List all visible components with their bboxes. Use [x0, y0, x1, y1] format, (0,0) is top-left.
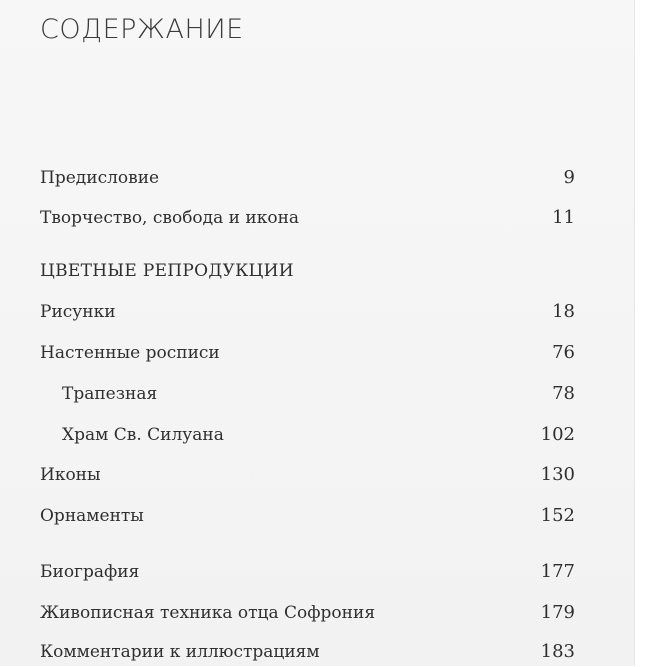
toc-entry	[40, 561, 575, 587]
toc-subentry	[62, 424, 575, 450]
toc-entry-label: Иконы	[40, 465, 101, 485]
toc-entry-page: 78	[552, 383, 575, 404]
section-heading: ЦВЕТНЫЕ РЕПРОДУКЦИИ	[40, 261, 294, 281]
toc-entry-label: Живописная техника отца Софрония	[40, 603, 376, 623]
toc-entry-label: Творчество, свобода и икона	[40, 208, 300, 228]
toc-entry	[40, 301, 575, 327]
toc-entry-page: 130	[540, 464, 575, 485]
toc-entry-page: 9	[563, 167, 575, 188]
toc-entry-page: 76	[552, 342, 575, 363]
toc-entry-page: 11	[552, 207, 575, 228]
toc-entry	[40, 464, 575, 490]
toc-entry-label: Комментарии к иллюстрациям	[40, 642, 320, 662]
page-title: СОДЕРЖАНИЕ	[40, 14, 244, 45]
toc-entry-page: 183	[540, 641, 575, 662]
toc-entry-page: 18	[552, 301, 575, 322]
toc-entry	[40, 167, 575, 193]
toc-entry-page: 152	[540, 505, 575, 526]
toc-entry	[40, 342, 575, 368]
toc-entry-label: Предисловие	[40, 168, 160, 188]
toc-entry-page: 177	[540, 561, 575, 582]
toc-entry-label: Настенные росписи	[40, 343, 220, 363]
toc-entry-label: Орнаменты	[40, 506, 144, 526]
toc-entry-label: Биография	[40, 562, 140, 582]
toc-entry	[40, 641, 575, 667]
toc-entry	[40, 602, 575, 628]
toc-entry	[40, 207, 575, 233]
toc-entry-page: 179	[540, 602, 575, 623]
toc-entry-label: Рисунки	[40, 302, 116, 322]
toc-entry-label: Трапезная	[62, 384, 158, 404]
toc-entry	[40, 505, 575, 531]
toc-entry-page: 102	[540, 424, 575, 445]
toc-subentry	[62, 383, 575, 409]
toc-entry-label: Храм Св. Силуана	[62, 425, 224, 445]
